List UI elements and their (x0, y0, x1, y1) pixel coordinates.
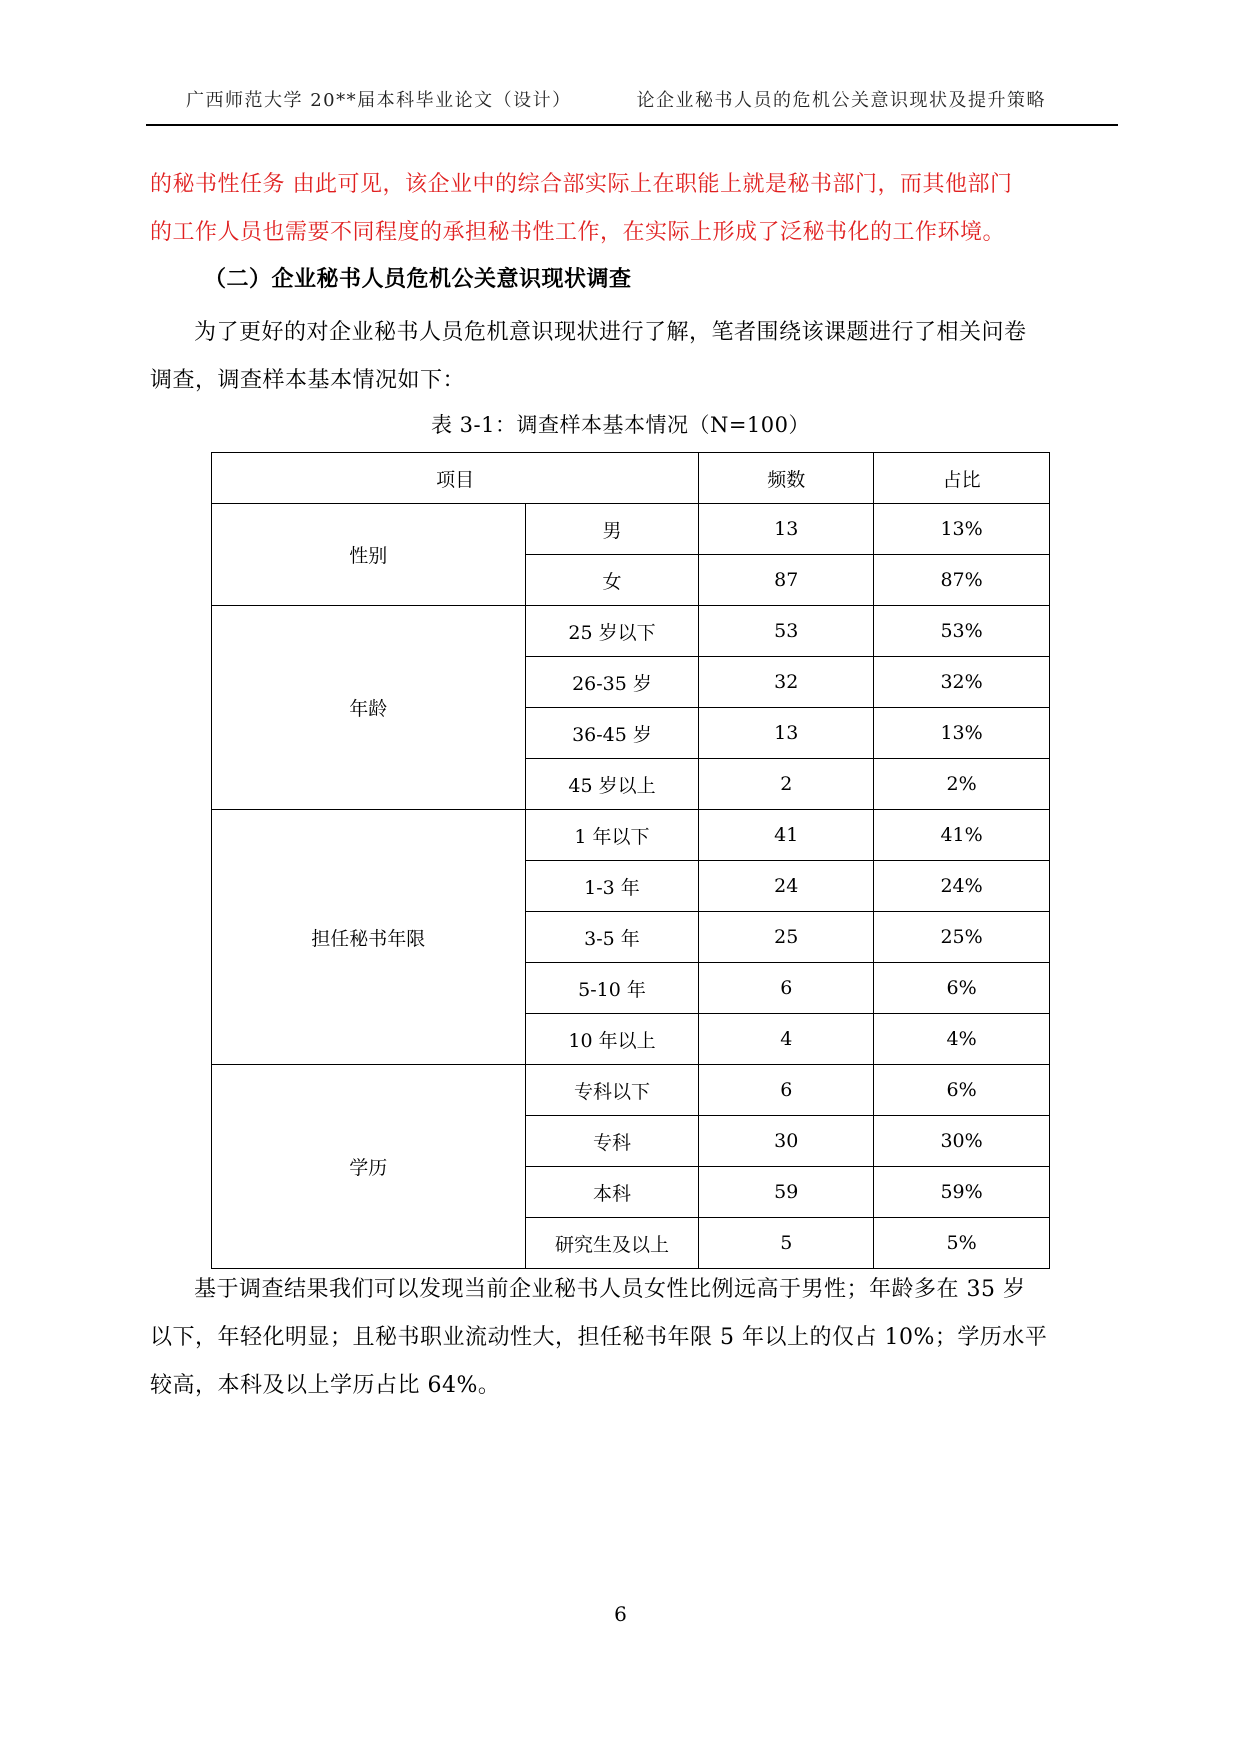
subcategory-cell: 10 年以上 (525, 1014, 699, 1065)
ratio-cell: 6% (874, 963, 1050, 1014)
subcategory-cell: 专科 (525, 1116, 699, 1167)
ratio-cell: 87% (874, 555, 1050, 606)
ratio-cell: 5% (874, 1218, 1050, 1269)
frequency-cell: 24 (699, 861, 874, 912)
intro-paragraph (150, 161, 1118, 257)
header-thesis-title: 论企业秘书人员的危机公关意识现状及提升策略 (636, 90, 1046, 111)
subcategory-cell: 5-10 年 (525, 963, 699, 1014)
ratio-cell: 41% (874, 810, 1050, 861)
subcategory-cell: 1 年以下 (525, 810, 699, 861)
subcategory-cell: 研究生及以上 (525, 1218, 699, 1269)
ratio-cell: 6% (874, 1065, 1050, 1116)
subcategory-cell: 25 岁以下 (525, 606, 699, 657)
frequency-cell: 13 (699, 504, 874, 555)
table-header-row (212, 453, 1050, 504)
header-ratio: 占比 (874, 453, 1050, 504)
ratio-cell: 13% (874, 708, 1050, 759)
section-heading: （二）企业秘书人员危机公关意识现状调查 (204, 267, 632, 292)
frequency-cell: 41 (699, 810, 874, 861)
header-university: 广西师范大学 20**届本科毕业论文（设计） (186, 90, 572, 111)
ratio-cell: 25% (874, 912, 1050, 963)
frequency-cell: 5 (699, 1218, 874, 1269)
frequency-cell: 13 (699, 708, 874, 759)
frequency-cell: 30 (699, 1116, 874, 1167)
table-caption: 表 3-1：调查样本基本情况（N=100） (430, 413, 811, 437)
subcategory-cell: 男 (525, 504, 699, 555)
survey-table (211, 452, 1050, 1269)
ratio-cell: 59% (874, 1167, 1050, 1218)
ratio-cell: 53% (874, 606, 1050, 657)
header-frequency: 频数 (699, 453, 874, 504)
frequency-cell: 6 (699, 963, 874, 1014)
table-row (212, 810, 1050, 861)
ratio-cell: 30% (874, 1116, 1050, 1167)
frequency-cell: 2 (699, 759, 874, 810)
frequency-cell: 53 (699, 606, 874, 657)
frequency-cell: 32 (699, 657, 874, 708)
subcategory-cell: 45 岁以上 (525, 759, 699, 810)
page-number: 6 (614, 1602, 627, 1626)
table-row (212, 504, 1050, 555)
table-row (212, 606, 1050, 657)
ratio-cell: 32% (874, 657, 1050, 708)
table-row (212, 1065, 1050, 1116)
survey-line-2: 调查，调查样本基本情况如下： (150, 368, 466, 393)
conclusion-line-1: 基于调查结果我们可以发现当前企业秘书人员女性比例远高于男性；年龄多在 35 岁 (194, 1277, 1026, 1302)
conclusion-line-2: 以下，年轻化明显；且秘书职业流动性大，担任秘书年限 5 年以上的仅占 10%；学历水平 (150, 1325, 1048, 1350)
group-label: 学历 (212, 1065, 526, 1269)
subcategory-cell: 26-35 岁 (525, 657, 699, 708)
ratio-cell: 24% (874, 861, 1050, 912)
group-label: 性别 (212, 504, 526, 606)
ratio-cell: 2% (874, 759, 1050, 810)
frequency-cell: 4 (699, 1014, 874, 1065)
header-divider (146, 124, 1118, 126)
conclusion-line-3: 较高，本科及以上学历占比 64%。 (150, 1373, 501, 1398)
group-label: 年龄 (212, 606, 526, 810)
frequency-cell: 87 (699, 555, 874, 606)
subcategory-cell: 专科以下 (525, 1065, 699, 1116)
subcategory-cell: 36-45 岁 (525, 708, 699, 759)
frequency-cell: 59 (699, 1167, 874, 1218)
intro-line-1: 的秘书性任务 由此可见，该企业中的综合部实际上在职能上就是秘书部门，而其他部门 (150, 172, 1013, 197)
frequency-cell: 25 (699, 912, 874, 963)
ratio-cell: 13% (874, 504, 1050, 555)
conclusion-paragraph (150, 1266, 1118, 1410)
subcategory-cell: 女 (525, 555, 699, 606)
frequency-cell: 6 (699, 1065, 874, 1116)
subcategory-cell: 本科 (525, 1167, 699, 1218)
subcategory-cell: 3-5 年 (525, 912, 699, 963)
header-item: 项目 (212, 453, 699, 504)
ratio-cell: 4% (874, 1014, 1050, 1065)
subcategory-cell: 1-3 年 (525, 861, 699, 912)
intro-line-2: 的工作人员也需要不同程度的承担秘书性工作，在实际上形成了泛秘书化的工作环境。 (150, 220, 1006, 245)
survey-paragraph (150, 309, 1118, 405)
survey-line-1: 为了更好的对企业秘书人员危机意识现状进行了解，笔者围绕该课题进行了相关问卷 (194, 320, 1027, 345)
group-label: 担任秘书年限 (212, 810, 526, 1065)
survey-table-body (212, 453, 1050, 1269)
